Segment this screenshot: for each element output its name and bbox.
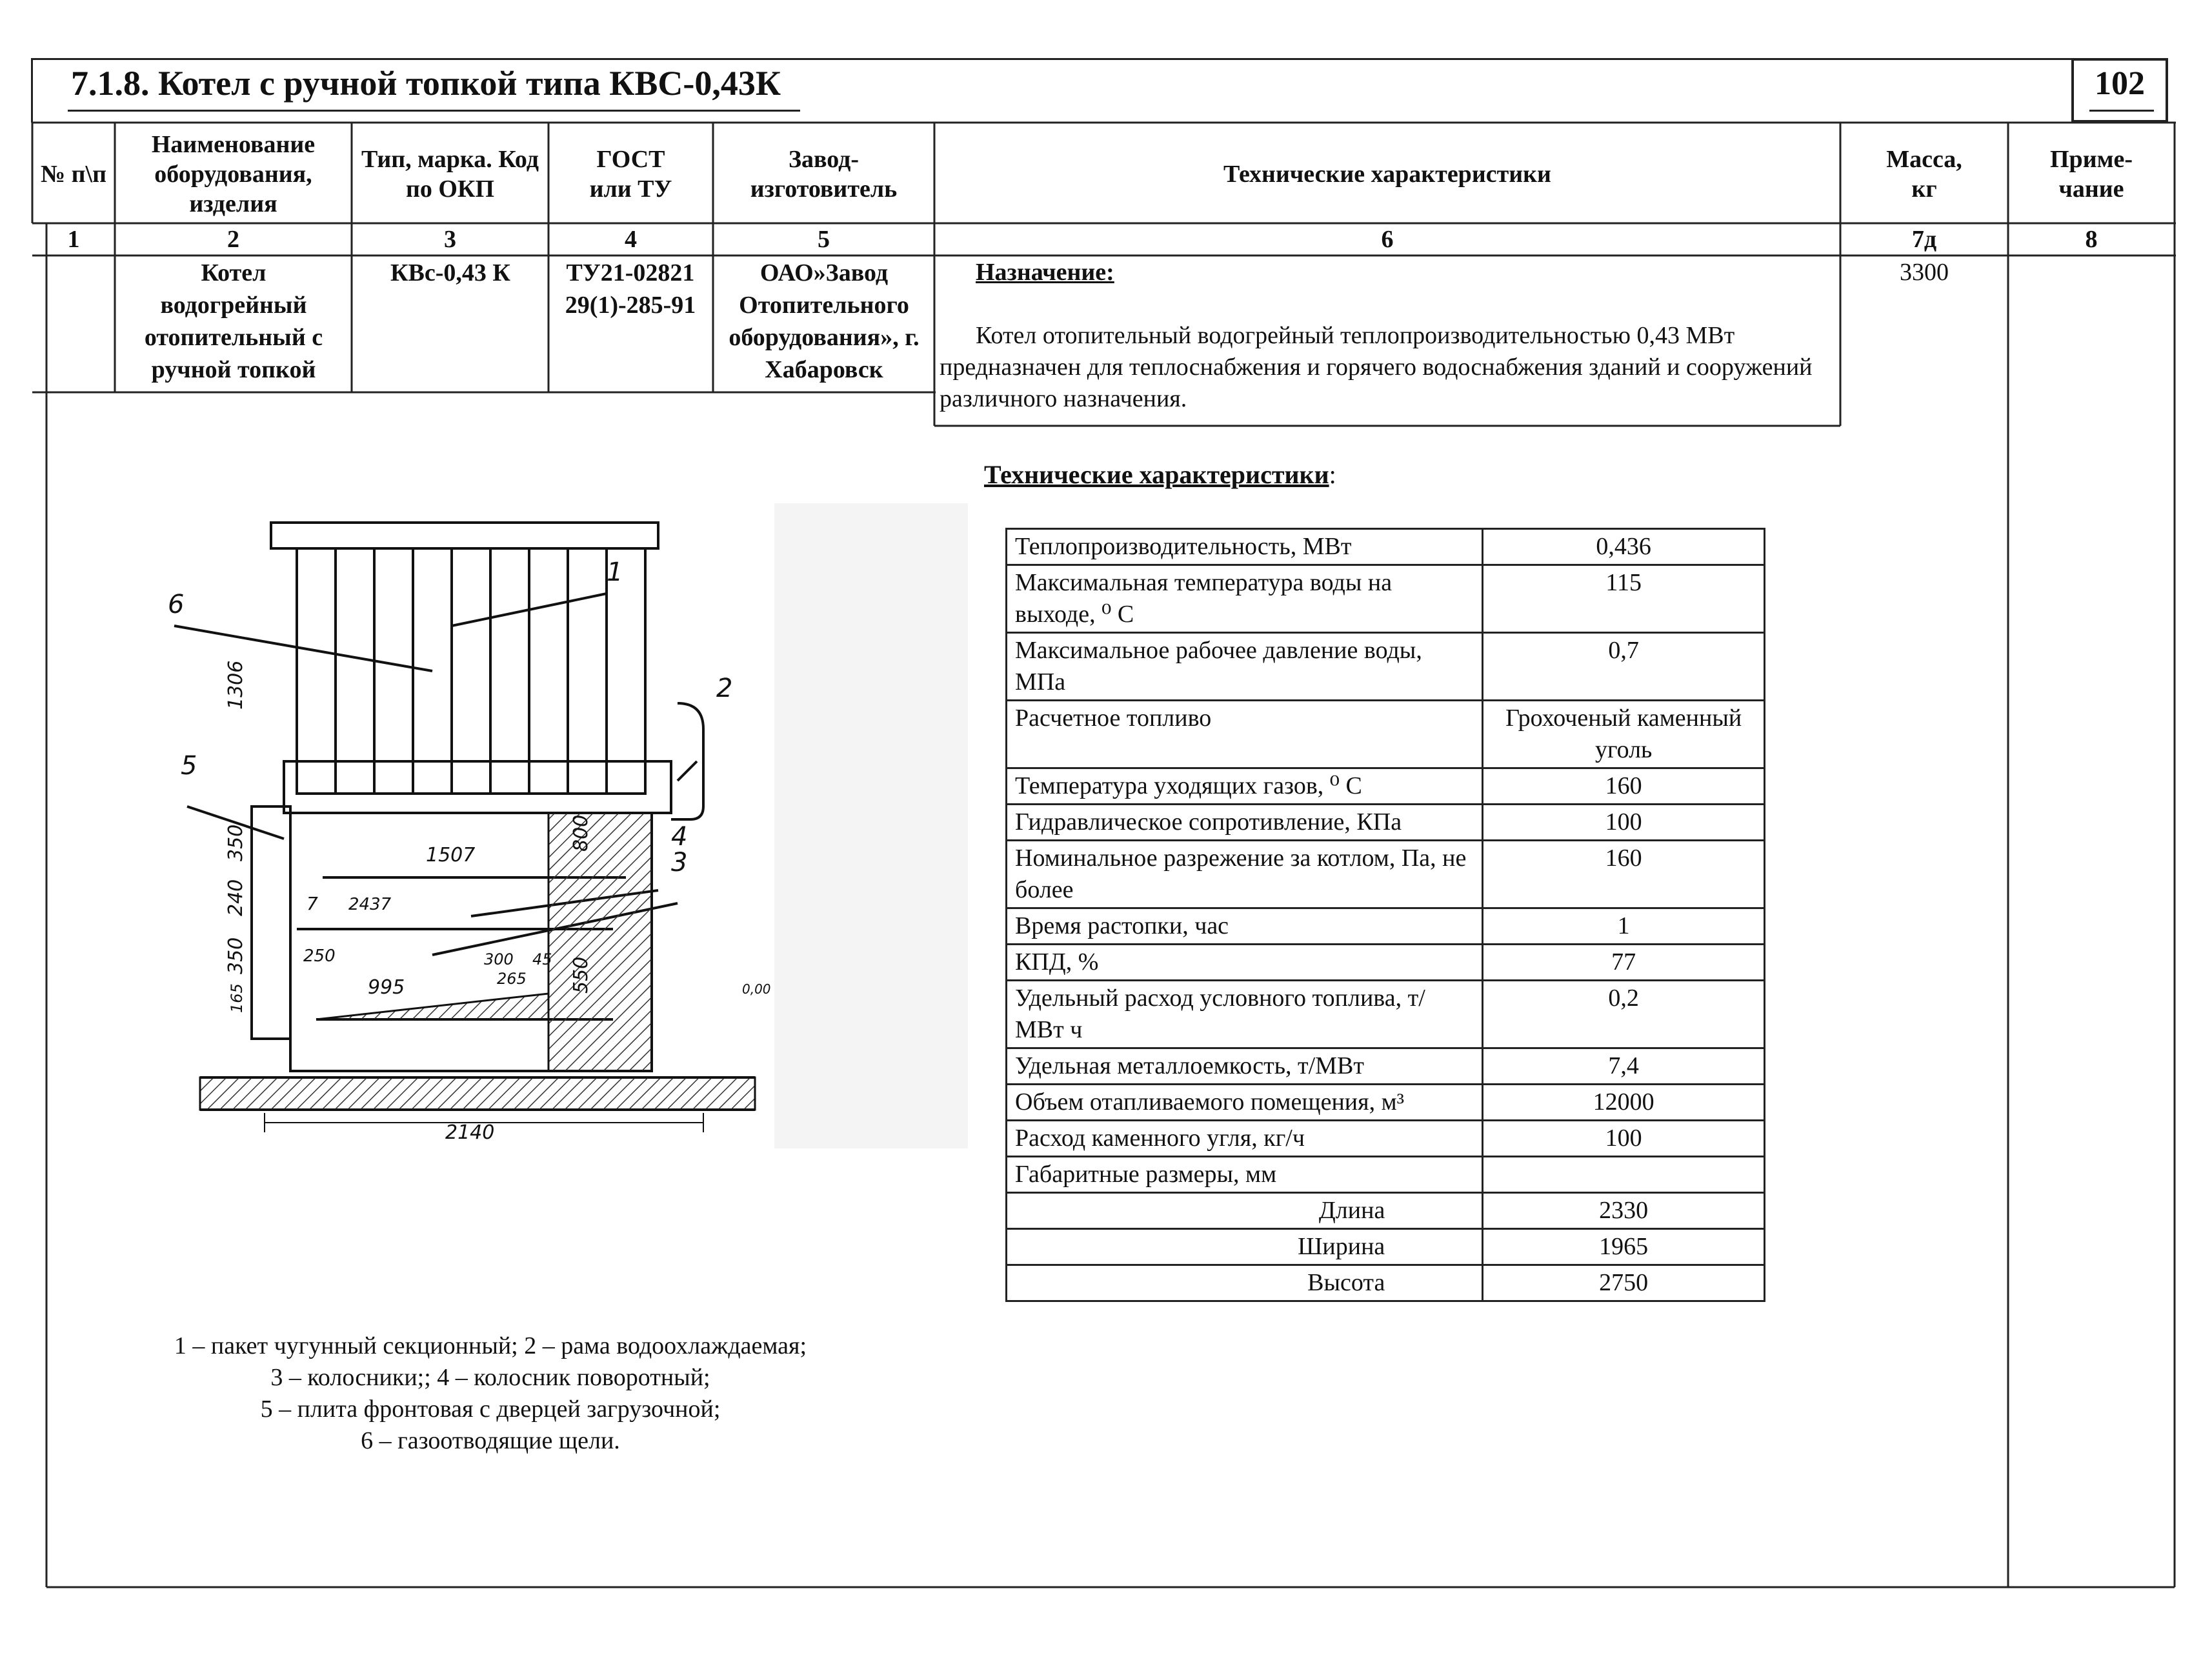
purpose-text: Котел отопительный водогрейный теплопроизводительностью 0,43 МВт предназначен для теплоснабжения и горячего водоснабжения зданий и сооружений различного назначения.: [940, 322, 1813, 412]
drawing-legend: [103, 1330, 878, 1457]
item-type: КВс-0,43 К: [390, 259, 510, 286]
spec-dimension-row: [1007, 1229, 1765, 1265]
spec-value: 160: [1483, 768, 1765, 805]
spec-row: [1007, 945, 1765, 981]
column-number-5: 5: [818, 226, 830, 253]
header-note: Приме-чание: [2050, 146, 2133, 203]
dim-350-upper: 350: [225, 824, 247, 861]
header-number: № п\п: [40, 161, 107, 188]
dim-300: 300: [484, 950, 514, 968]
spec-dimension-value: 2750: [1483, 1265, 1765, 1301]
spec-label: Гидравлическое сопротивление, КПа: [1007, 805, 1483, 841]
spec-dimension-row: [1007, 1193, 1765, 1229]
spec-row: [1007, 1157, 1765, 1193]
dim-350-lower: 350: [225, 937, 247, 974]
header-gost: ГОСТ или ТУ: [589, 146, 672, 203]
spec-dimension-label: Ширина: [1007, 1229, 1483, 1265]
spec-value: 0,436: [1483, 529, 1765, 565]
header-manufacturer: Завод-изготовитель: [750, 146, 898, 203]
spec-label: Габаритные размеры, мм: [1007, 1157, 1483, 1193]
spec-value: 0,2: [1483, 981, 1765, 1048]
dim-240: 240: [225, 879, 247, 916]
specs-title: Технические характеристики:: [984, 460, 1336, 489]
column-number-4: 4: [625, 226, 637, 253]
header-name: Наименование оборудования, изделия: [151, 131, 316, 217]
page-number: 102: [2095, 65, 2145, 102]
column-number-8: 8: [2085, 226, 2098, 253]
spec-value: 1: [1483, 908, 1765, 945]
spec-row: [1007, 565, 1765, 633]
spec-label: Объем отапливаемого помещения, м³: [1007, 1085, 1483, 1121]
dim-165: 165: [228, 983, 246, 1013]
spec-value: 0,7: [1483, 633, 1765, 701]
spec-value: 115: [1483, 565, 1765, 633]
item-gost: ТУ21-0282129(1)-285-91: [565, 259, 696, 319]
dim-265: 265: [497, 970, 527, 988]
spec-dimension-row: [1007, 1265, 1765, 1301]
spec-value: 7,4: [1483, 1048, 1765, 1085]
header-type: Тип, марка. Код по ОКП: [361, 146, 539, 203]
spec-value: 77: [1483, 945, 1765, 981]
spec-row: [1007, 981, 1765, 1048]
spec-label: КПД, %: [1007, 945, 1483, 981]
callout-7: 7: [307, 893, 318, 914]
dim-45: 45: [532, 950, 552, 968]
spec-label: Расход каменного угля, кг/ч: [1007, 1121, 1483, 1157]
callout-3: 3: [671, 848, 688, 877]
spec-value: 12000: [1483, 1085, 1765, 1121]
spec-value: 100: [1483, 805, 1765, 841]
spec-dimension-value: 2330: [1483, 1193, 1765, 1229]
spec-row: [1007, 841, 1765, 908]
spec-label: Номинальное разрежение за котлом, Па, не более: [1007, 841, 1483, 908]
legend-line: 5 – плита фронтовая с дверцей загрузочной;: [260, 1396, 721, 1423]
item-manufacturer: ОАО»Завод Отопительного оборудования», г. Хабаровск: [729, 259, 920, 383]
spec-row: [1007, 908, 1765, 945]
item-name: Котел водогрейный отопительный с ручной топкой: [144, 259, 323, 383]
header-mass: Масса, кг: [1886, 146, 1962, 203]
dim-zero-level: 0,00: [742, 981, 771, 997]
column-number-3: 3: [444, 226, 456, 253]
spec-value: [1483, 1157, 1765, 1193]
purpose-title: Назначение:: [976, 259, 1114, 286]
spec-label: Удельный расход условного топлива, т/МВт ч: [1007, 981, 1483, 1048]
spec-row: [1007, 768, 1765, 805]
spec-value: Грохоченый каменный уголь: [1483, 701, 1765, 768]
callout-4: 4: [671, 822, 688, 852]
dim-2437: 2437: [348, 895, 392, 914]
dim-1507: 1507: [426, 844, 476, 866]
dim-250: 250: [303, 946, 336, 966]
spec-label: Время растопки, час: [1007, 908, 1483, 945]
spec-value: 100: [1483, 1121, 1765, 1157]
spec-label: Удельная металлоемкость, т/МВт: [1007, 1048, 1483, 1085]
spec-label: Максимальная температура воды на выходе, ⁰ С: [1007, 565, 1483, 633]
spec-row: [1007, 1121, 1765, 1157]
dim-1306: 1306: [225, 660, 247, 710]
spec-label: Температура уходящих газов, ⁰ С: [1007, 768, 1483, 805]
page-title: 7.1.8. Котел с ручной топкой типа КВС-0,43К: [71, 64, 781, 103]
spec-dimension-value: 1965: [1483, 1229, 1765, 1265]
spec-label: Расчетное топливо: [1007, 701, 1483, 768]
legend-line: 3 – колосники;; 4 – колосник поворотный;: [270, 1364, 710, 1391]
specs-table: [1005, 528, 1765, 1302]
callout-1: 1: [607, 557, 623, 587]
column-number-7: 7д: [1911, 226, 1937, 253]
spec-row: [1007, 701, 1765, 768]
spec-label: Теплопроизводительность, МВт: [1007, 529, 1483, 565]
dim-995: 995: [368, 976, 405, 999]
spec-row: [1007, 805, 1765, 841]
spec-label: Максимальное рабочее давление воды, МПа: [1007, 633, 1483, 701]
callout-5: 5: [181, 751, 197, 781]
spec-row: [1007, 1085, 1765, 1121]
spec-row: [1007, 1048, 1765, 1085]
legend-line: 6 – газоотводящие щели.: [361, 1427, 620, 1454]
spec-dimension-label: Длина: [1007, 1193, 1483, 1229]
column-number-2: 2: [227, 226, 239, 253]
header-specs: Технические характеристики: [1223, 161, 1551, 188]
spec-dimension-label: Высота: [1007, 1265, 1483, 1301]
callout-6: 6: [168, 590, 185, 619]
boiler-section-drawing: [161, 503, 968, 1161]
callout-2: 2: [716, 674, 733, 703]
spec-value: 160: [1483, 841, 1765, 908]
column-number-1: 1: [67, 226, 80, 253]
dim-2140: 2140: [445, 1121, 495, 1144]
column-number-6: 6: [1381, 226, 1394, 253]
spec-row: [1007, 529, 1765, 565]
spec-row: [1007, 633, 1765, 701]
dim-800: 800: [570, 814, 592, 852]
dim-550: 550: [570, 956, 592, 994]
legend-line: 1 – пакет чугунный секционный; 2 – рама водоохлаждаемая;: [174, 1332, 807, 1359]
item-mass: 3300: [1900, 259, 1949, 286]
